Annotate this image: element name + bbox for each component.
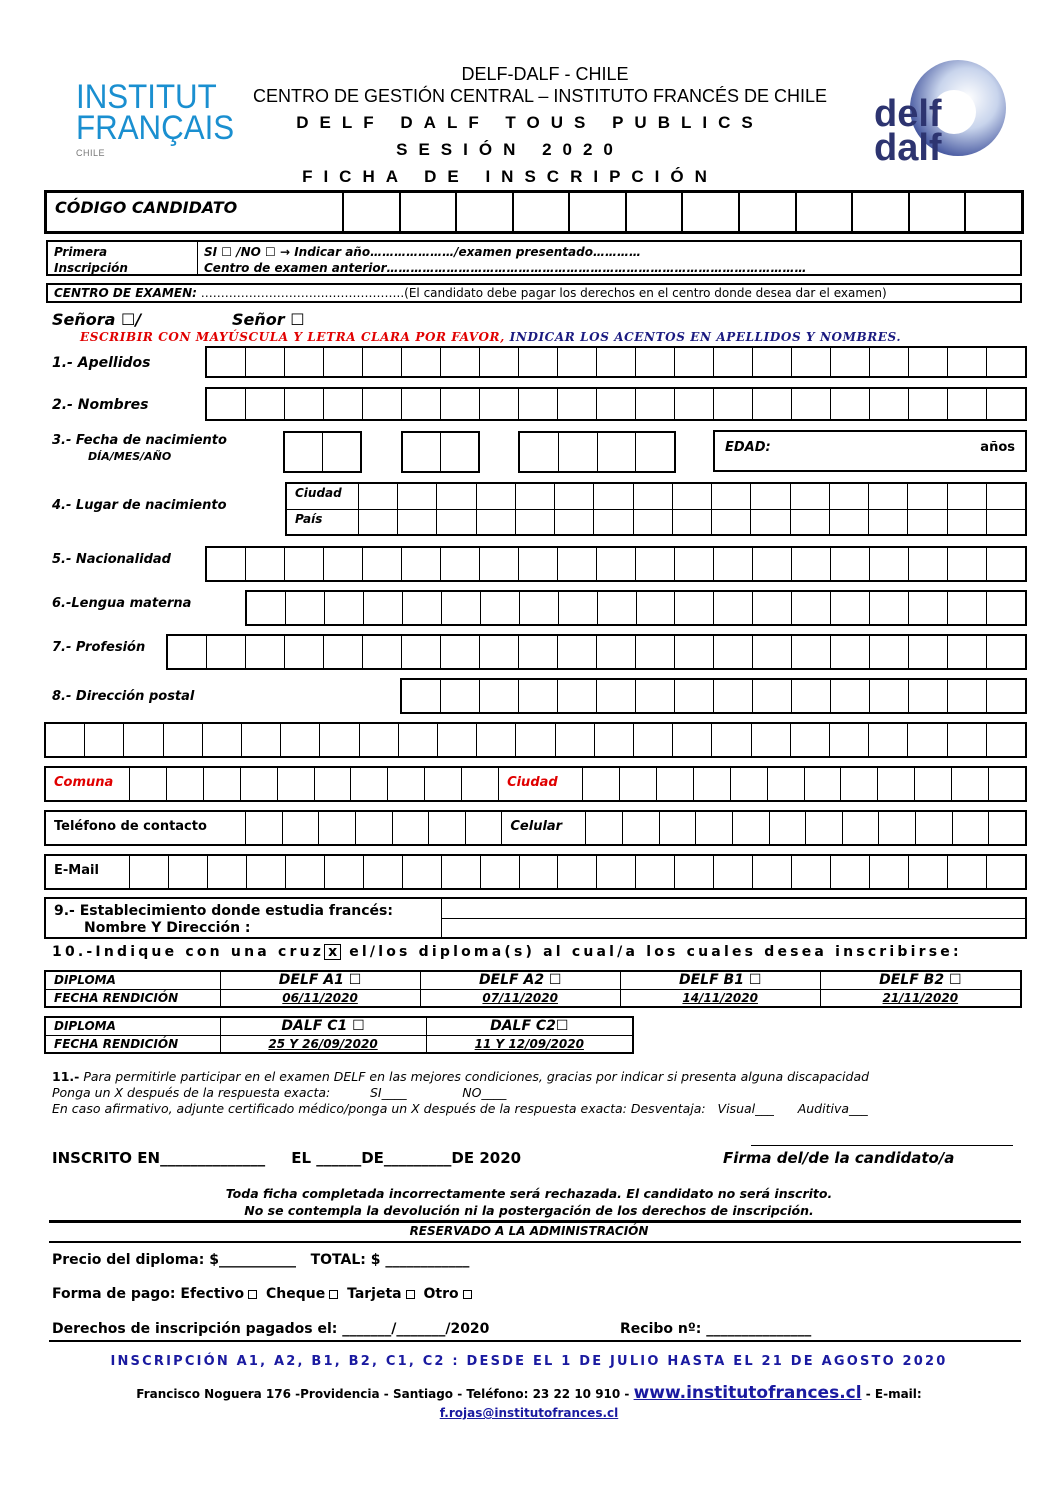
edad-input[interactable] <box>713 430 1027 472</box>
lugar-nacimiento-label: 4.- Lugar de nacimiento <box>52 498 227 513</box>
email-row <box>44 854 1027 890</box>
dalf-diploma-row <box>45 1017 633 1035</box>
logo-word-delf: delf <box>874 93 942 135</box>
ciudad-cell[interactable] <box>583 768 620 800</box>
lengua-materna-input[interactable] <box>245 590 1027 626</box>
dalf-diploma-header: DIPLOMA <box>45 1017 220 1035</box>
pais-row[interactable] <box>287 509 1025 534</box>
code-cell[interactable] <box>966 193 1021 231</box>
precio-line[interactable]: Precio del diploma: $___________ TOTAL: $ ____________ <box>52 1252 470 1268</box>
comuna-cell[interactable] <box>425 768 462 800</box>
celular-cell[interactable] <box>953 812 990 844</box>
codigo-candidato-row <box>44 190 1024 234</box>
celular-cell[interactable] <box>806 812 843 844</box>
email-cell[interactable] <box>675 856 714 888</box>
ano-input[interactable] <box>518 431 676 473</box>
email-label: E-Mail <box>46 856 130 888</box>
ciudad-cell[interactable] <box>731 768 768 800</box>
dalf-c1-checkbox[interactable]: DALF C1 ☐ <box>220 1017 426 1035</box>
delf-date-row <box>45 989 1021 1007</box>
telefono-cell[interactable] <box>429 812 466 844</box>
comuna-cell[interactable] <box>278 768 315 800</box>
telefono-cell[interactable] <box>319 812 356 844</box>
email-cell[interactable] <box>987 856 1025 888</box>
warning-line-1: Toda ficha completada incorrectamente será rechazada. El candidato no será inscrito. <box>225 1186 833 1201</box>
celular-cell[interactable] <box>916 812 953 844</box>
mes-input[interactable] <box>401 431 480 473</box>
direccion-postal-input-2[interactable] <box>44 722 1027 758</box>
q11-number: 11.- <box>52 1069 80 1084</box>
delf-date-header: FECHA RENDICIÓN <box>45 989 220 1007</box>
email-cell[interactable] <box>325 856 364 888</box>
establecimiento-label-line-2: Nombre Y Dirección : <box>84 920 251 936</box>
senora-checkbox[interactable]: Señora ☐/ <box>52 310 142 329</box>
primera-label-line-2: Inscripción <box>54 261 128 275</box>
comuna-cell[interactable] <box>462 768 499 800</box>
admin-divider-top <box>49 1220 1021 1223</box>
nacionalidad-input[interactable] <box>205 546 1027 582</box>
lengua-materna-label: 6.-Lengua materna <box>52 596 192 611</box>
celular-cell[interactable] <box>770 812 807 844</box>
code-cell[interactable] <box>797 193 854 231</box>
delf-diploma-row <box>45 971 1021 989</box>
ciudad-cell[interactable] <box>805 768 842 800</box>
primera-label-line-1: Primera <box>54 245 108 259</box>
nacionalidad-label: 5.- Nacionalidad <box>52 552 171 567</box>
establecimiento-label <box>46 899 442 937</box>
ciudad-cell[interactable] <box>768 768 805 800</box>
dalf-date-header: FECHA RENDICIÓN <box>45 1035 220 1053</box>
primera-inscripcion-label <box>48 242 198 274</box>
delf-b1-checkbox[interactable]: DELF B1 ☐ <box>620 971 820 989</box>
lugar-nacimiento-box <box>285 482 1027 536</box>
pago-otro-label: Otro <box>423 1286 459 1302</box>
ciudad-cell[interactable] <box>841 768 878 800</box>
delf-a2-checkbox[interactable]: DELF A2 ☐ <box>420 971 620 989</box>
delf-b2-checkbox[interactable]: DELF B2 ☐ <box>820 971 1021 989</box>
ciudad-cell[interactable] <box>657 768 694 800</box>
email-cell[interactable] <box>831 856 870 888</box>
celular-cell[interactable] <box>843 812 880 844</box>
profesion-label: 7.- Profesión <box>52 640 146 655</box>
code-cell[interactable] <box>853 193 910 231</box>
edad-label: EDAD: <box>725 440 771 455</box>
email-line <box>0 1406 1058 1420</box>
admin-divider <box>49 1241 1021 1243</box>
header-line-3: DELF DALF TOUS PUBLICS <box>296 113 764 132</box>
email-cell[interactable] <box>870 856 909 888</box>
telefono-celular-row <box>44 810 1027 846</box>
email-cell[interactable] <box>753 856 792 888</box>
primera-text-line-2[interactable]: Centro de examen anterior…………………………………………………………………………………………… <box>204 261 807 275</box>
celular-cell[interactable] <box>696 812 733 844</box>
email-cell[interactable] <box>442 856 481 888</box>
ciudad-cell[interactable] <box>989 768 1025 800</box>
ciudad-cell[interactable] <box>952 768 989 800</box>
nombres-input[interactable] <box>205 387 1027 421</box>
forma-pago-label: Forma de pago: <box>52 1286 176 1302</box>
edad-suffix: años <box>980 440 1015 455</box>
establecimiento-nombre-input[interactable] <box>442 899 1025 918</box>
celular-cell[interactable] <box>660 812 697 844</box>
pago-tarjeta-label: Tarjeta <box>347 1286 402 1302</box>
celular-cell[interactable] <box>879 812 916 844</box>
code-cell[interactable] <box>740 193 797 231</box>
code-cell[interactable] <box>910 193 967 231</box>
email-cell[interactable] <box>597 856 636 888</box>
delf-dalf-logo-icon <box>868 58 1013 168</box>
comuna-cell[interactable] <box>130 768 167 800</box>
q10-text-after: el/los diploma(s) al cual/a los cuales desea inscribirse: <box>341 944 962 960</box>
instructions-red: ESCRIBIR CON MAYÚSCULA Y LETRA CLARA POR FAVOR, <box>80 330 505 344</box>
pago-tarjeta-checkbox[interactable] <box>406 1290 415 1299</box>
telefono-cell[interactable] <box>246 812 283 844</box>
ciudad-row[interactable] <box>287 484 1025 509</box>
header-line-2: CENTRO DE GESTIÓN CENTRAL – INSTITUTO FRANCÉS DE CHILE <box>252 86 828 106</box>
diploma-question <box>52 944 962 960</box>
centro-examen-box[interactable] <box>46 283 1022 303</box>
ciudad-cell[interactable] <box>915 768 952 800</box>
celular-cell[interactable] <box>623 812 660 844</box>
inscription-dates-banner: INSCRIPCIÓN A1, A2, B1, B2, C1, C2 : DESDE EL 1 DE JULIO HASTA EL 21 DE AGOSTO 2020 <box>110 1354 948 1369</box>
warning-line-2: No se contempla la devolución ni la postergación de los derechos de inscripción. <box>244 1203 814 1218</box>
email-cell[interactable] <box>909 856 948 888</box>
email-cell[interactable] <box>403 856 442 888</box>
primera-inscripcion-box <box>46 240 1022 276</box>
comuna-cell[interactable] <box>351 768 388 800</box>
fecha-nacimiento-label: 3.- Fecha de nacimiento <box>52 433 227 448</box>
website-link[interactable]: www.institutofrances.cl <box>633 1383 862 1403</box>
email-cell[interactable] <box>130 856 169 888</box>
pais-label: País <box>287 510 359 534</box>
celular-cell[interactable] <box>586 812 623 844</box>
email-cell[interactable] <box>714 856 753 888</box>
delf-a1-checkbox[interactable]: DELF A1 ☐ <box>220 971 420 989</box>
delf-table <box>44 970 1022 1008</box>
pago-cheque-checkbox[interactable] <box>329 1290 338 1299</box>
telefono-label: Teléfono de contacto <box>46 812 246 844</box>
disability-question <box>52 1069 869 1117</box>
pago-otro-checkbox[interactable] <box>463 1290 472 1299</box>
dia-input[interactable] <box>283 431 362 473</box>
instructions-blue: INDICAR LOS ACENTOS EN APELLIDOS Y NOMBRES. <box>504 330 902 344</box>
header-line-1: DELF-DALF - CHILE <box>461 64 629 84</box>
inscrito-line[interactable]: INSCRITO EN______________ EL ______DE_________DE 2020 <box>52 1149 522 1167</box>
q10-text-before: 10.-Indique con una cruz <box>52 944 325 960</box>
celular-label: Celular <box>502 812 586 844</box>
comuna-cell[interactable] <box>315 768 352 800</box>
telefono-cell[interactable] <box>466 812 503 844</box>
primera-text-line-1[interactable]: SI ☐ /NO ☐ → Indicar año…………………/examen presentado………… <box>204 245 641 259</box>
logo-line-1: INSTITUT <box>76 78 217 116</box>
email-cell[interactable] <box>169 856 208 888</box>
direccion-postal-label: 8.- Dirección postal <box>52 689 195 704</box>
email-cell[interactable] <box>286 856 325 888</box>
telefono-cell[interactable] <box>283 812 320 844</box>
pago-efectivo-label: Efectivo <box>180 1286 245 1302</box>
apellidos-input[interactable] <box>205 346 1027 378</box>
cross-example-box: x <box>324 944 341 960</box>
direccion-postal-input[interactable] <box>400 678 1027 714</box>
profesion-input[interactable] <box>166 634 1027 670</box>
recibo-line[interactable]: Recibo nº: _______________ <box>620 1321 812 1337</box>
delf-a1-date: 06/11/2020 <box>220 989 420 1007</box>
nombres-label: 2.- Nombres <box>52 397 149 413</box>
delf-b1-date: 14/11/2020 <box>620 989 820 1007</box>
code-cell[interactable] <box>683 193 740 231</box>
logo-line-3: CHILE <box>76 148 106 159</box>
email-cell[interactable] <box>948 856 987 888</box>
delf-diploma-header: DIPLOMA <box>45 971 220 989</box>
ciudad-label: Ciudad <box>287 484 359 509</box>
delf-dalf-logo <box>868 58 1013 168</box>
q11-line-2[interactable]: Ponga un X después de la respuesta exacta: SI____ NO____ <box>52 1085 507 1100</box>
email-cell[interactable] <box>558 856 597 888</box>
forma-pago-line <box>52 1286 476 1302</box>
primera-inscripcion-fields[interactable] <box>198 242 813 274</box>
comuna-cell[interactable] <box>204 768 241 800</box>
telefono-cell[interactable] <box>393 812 430 844</box>
address-line <box>0 1383 1058 1403</box>
logo-line-2: FRANÇAIS <box>76 108 235 147</box>
writing-instructions <box>80 330 901 344</box>
code-cell[interactable] <box>344 193 401 231</box>
delf-a2-date: 07/11/2020 <box>420 989 620 1007</box>
logo-word-dalf: dalf <box>874 127 942 168</box>
email-cell[interactable] <box>520 856 559 888</box>
dalf-date-row <box>45 1035 633 1053</box>
q11-line-1: Para permitirle participar en el examen DELF en las mejores condiciones, gracias por indicar si presenta alguna discapacidad <box>79 1069 870 1084</box>
apellidos-label: 1.- Apellidos <box>52 355 151 371</box>
dalf-c2-checkbox[interactable]: DALF C2☐ <box>426 1017 633 1035</box>
centro-examen-label: CENTRO DE EXAMEN: <box>54 286 197 300</box>
dalf-table <box>44 1016 634 1054</box>
derechos-line[interactable]: Derechos de inscripción pagados el: _______/_______/2020 <box>52 1321 490 1337</box>
celular-cell[interactable] <box>733 812 770 844</box>
pago-cheque-label: Cheque <box>265 1286 326 1302</box>
senor-checkbox[interactable]: Señor ☐ <box>232 310 305 329</box>
code-cell[interactable] <box>570 193 627 231</box>
comuna-cell[interactable] <box>241 768 278 800</box>
pago-efectivo-checkbox[interactable] <box>248 1290 257 1299</box>
fecha-format-label: DÍA/MES/AÑO <box>88 450 172 463</box>
codigo-candidato-label: CÓDIGO CANDIDATO <box>47 193 344 231</box>
comuna-label: Comuna <box>46 768 130 800</box>
admin-section-title: RESERVADO A LA ADMINISTRACIÓN <box>409 1224 649 1238</box>
celular-cell[interactable] <box>989 812 1025 844</box>
establecimiento-direccion-input[interactable] <box>442 918 1025 938</box>
code-cell[interactable] <box>514 193 571 231</box>
form-title: FICHA DE INSCRIPCIÓN <box>302 167 718 186</box>
code-cell[interactable] <box>401 193 458 231</box>
code-cell[interactable] <box>457 193 514 231</box>
email-cell[interactable] <box>481 856 520 888</box>
delf-b2-date: 21/11/2020 <box>820 989 1021 1007</box>
comuna-cell[interactable] <box>388 768 425 800</box>
establecimiento-box <box>44 897 1027 939</box>
establecimiento-label-line-1: 9.- Establecimiento donde estudia francés: <box>54 903 393 919</box>
email-cell[interactable] <box>636 856 675 888</box>
q11-line-3[interactable]: En caso afirmativo, adjunte certificado médico/ponga un X después de la respuesta exacta: Desventaja: Visual___ Auditiva___ <box>52 1101 868 1116</box>
email-label-footer: - E-mail: <box>861 1387 922 1401</box>
ciudad-cell[interactable] <box>694 768 731 800</box>
address-text: Francisco Noguera 176 -Providencia - Santiago - Teléfono: 23 22 10 910 - <box>136 1387 634 1401</box>
centro-examen-text: ………………………….………………..(El candidato debe pagar los derechos en el centro donde desea dar el examen) <box>196 286 887 300</box>
admin-divider-bottom <box>49 1340 1021 1342</box>
comuna-ciudad-row <box>44 766 1027 802</box>
email-cell[interactable] <box>208 856 247 888</box>
code-cell[interactable] <box>627 193 684 231</box>
telefono-cell[interactable] <box>356 812 393 844</box>
ciudad-label-2: Ciudad <box>499 768 583 800</box>
email-link[interactable]: f.rojas@institutofrances.cl <box>439 1406 619 1420</box>
ciudad-cell[interactable] <box>878 768 915 800</box>
dalf-c1-date: 25 Y 26/09/2020 <box>220 1035 426 1053</box>
signature-label: Firma del/de la candidato/a <box>723 1149 955 1167</box>
header-line-4: SESIÓN 2020 <box>396 140 624 159</box>
ciudad-cell[interactable] <box>620 768 657 800</box>
email-cell[interactable] <box>364 856 403 888</box>
email-cell[interactable] <box>247 856 286 888</box>
comuna-cell[interactable] <box>167 768 204 800</box>
dalf-c2-date: 11 Y 12/09/2020 <box>426 1035 633 1053</box>
signature-line[interactable] <box>751 1145 1013 1146</box>
email-cell[interactable] <box>792 856 831 888</box>
